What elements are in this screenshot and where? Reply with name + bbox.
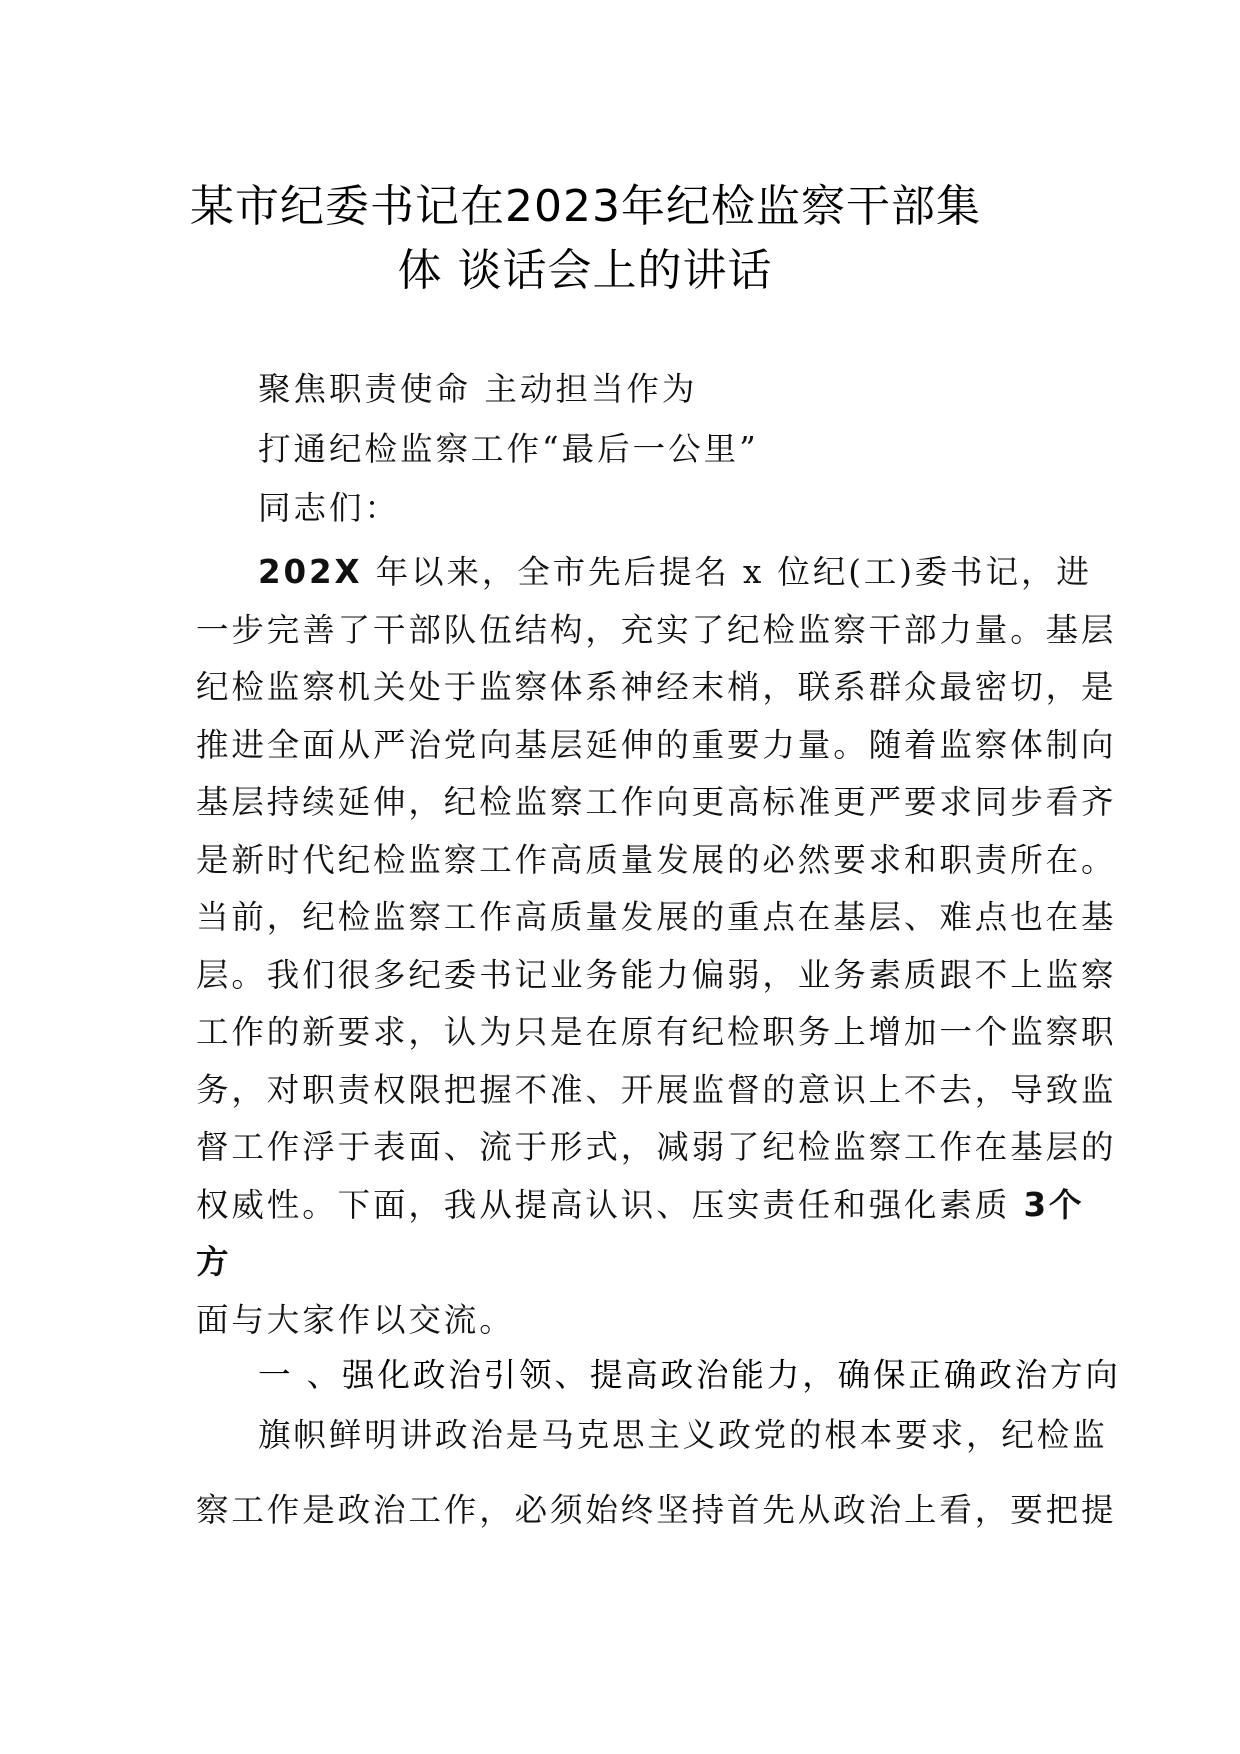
salutation: 同志们： [258,489,401,527]
count-label: 3个 [1023,1185,1085,1224]
title-line-1: 某市纪委书记在2023年纪检监察干部集 [190,181,981,232]
paragraph-1-line-5: 基层持续延伸，纪检监察工作向更高标准更严要求同步看齐 [196,783,1117,821]
paragraph-1-line-12: 权威性。下面，我从提高认识、压实责任和强化素质 3个 [196,1185,1085,1224]
paragraph-1-line-4: 推进全面从严治党向基层延伸的重要力量。随着监察体制向 [196,725,1117,764]
section-heading-1: 一 、强化政治引领、提高政治能力，确保正确政治方向 [258,1356,1121,1394]
paragraph-1-line-7: 当前，纪检监察工作高质量发展的重点在基层、难点也在基 [196,898,1117,936]
title-line-2: 体 谈话会上的讲话 [397,245,773,296]
paragraph-1-line-10: 务，对职责权限把握不准、开展监督的意识上不去，导致监 [196,1070,1117,1109]
subtitle-line-1: 聚焦职责使命 主动担当作为 [258,370,698,408]
paragraph-1-line-8: 层。我们很多纪委书记业务能力偏弱，业务素质跟不上监察 [196,955,1117,994]
paragraph-1-line-2: 一步完善了干部队伍结构，充实了纪检监察干部力量。基层 [196,610,1117,649]
paragraph-1-line-3: 纪检监察机关处于监察体系神经末梢，联系群众最密切，是 [196,668,1117,706]
paragraph-1-line-1: 202X 年以来，全市先后提名 x 位纪(工)委书记，进 [258,553,1092,591]
paragraph-2 [196,1407,1117,1540]
paragraph-2-line-2: 察工作是政治工作，必须始终坚持首先从政治上看，要把提 [196,1491,1117,1529]
paragraph-2-line-1: 旗帜鲜明讲政治是马克思主义政党的根本要求，纪检监 [258,1416,1108,1454]
year-label: 202X [258,553,363,591]
paragraph-1-line-6: 是新时代纪检监察工作高质量发展的必然要求和职责所在。 [196,840,1117,879]
paragraph-1 [196,544,1117,1349]
subtitle-line-2: 打通纪检监察工作“最后一公里” [258,430,759,468]
document-title [150,175,1020,303]
paragraph-1-line-9: 工作的新要求，认为只是在原有纪检职务上增加一个监察职 [196,1013,1117,1051]
paragraph-1-line-14: 面与大家作以交流。 [196,1300,515,1339]
paragraph-1-line-11: 督工作浮于表面、流于形式，减弱了纪检监察工作在基层的 [196,1128,1117,1166]
paragraph-1-line-13: 方 [196,1243,232,1281]
